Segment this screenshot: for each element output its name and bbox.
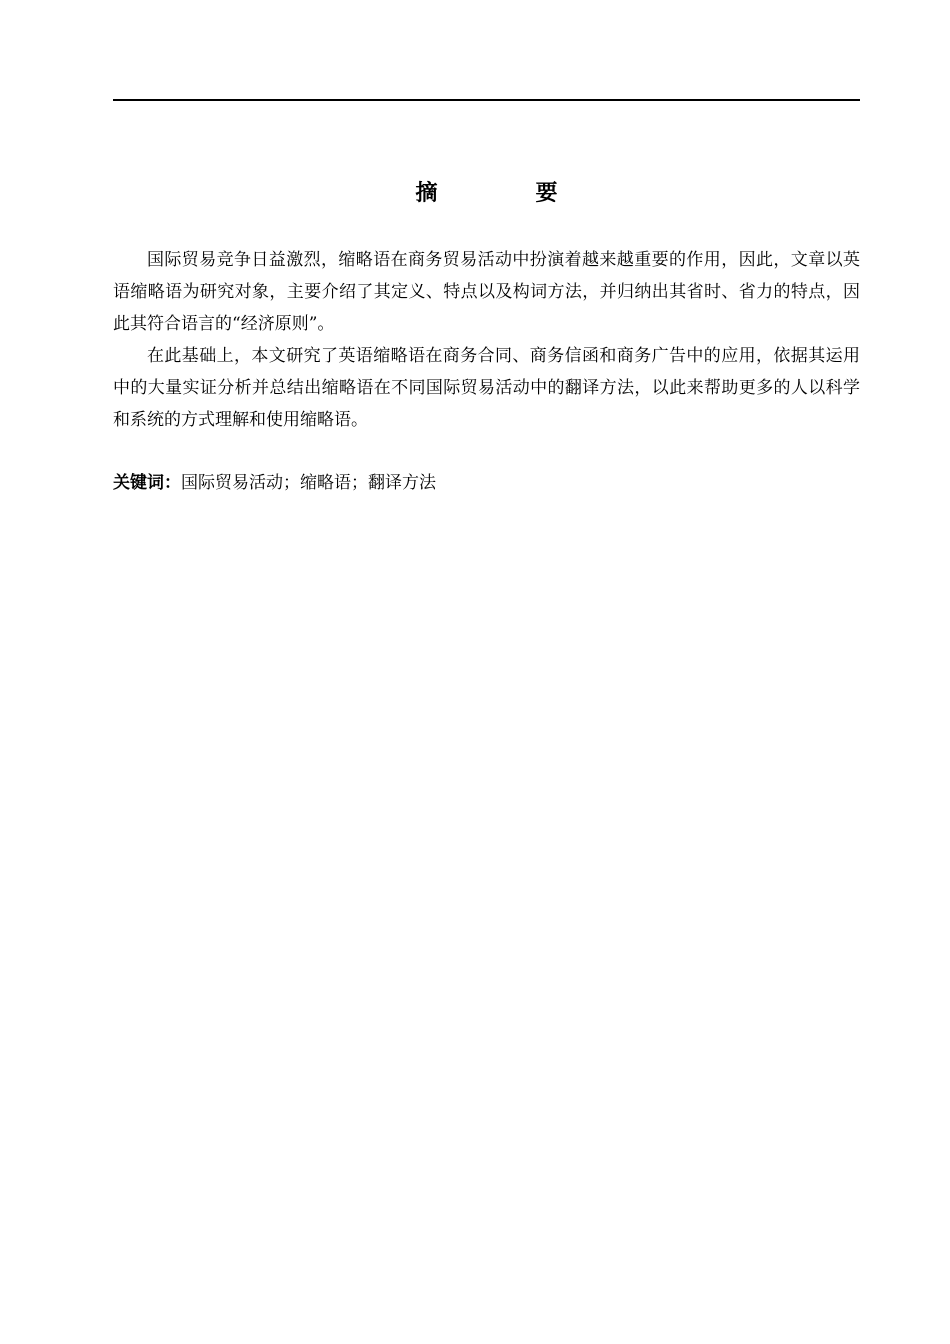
header-rule bbox=[113, 99, 860, 101]
keywords-value: 国际贸易活动；缩略语；翻译方法 bbox=[181, 473, 436, 493]
page-title: 摘 要 bbox=[415, 181, 596, 206]
abstract-body bbox=[113, 244, 860, 436]
keywords-line bbox=[113, 467, 860, 499]
abstract-paragraph-2: 在此基础上，本文研究了英语缩略语在商务合同、商务信函和商务广告中的应用，依据其运用中的大量实证分析并总结出缩略语在不同国际贸易活动中的翻译方法，以此来帮助更多的人以科学和系统的方式理解和使用缩略语。 bbox=[113, 346, 860, 430]
keywords-label: 关键词： bbox=[113, 473, 181, 493]
abstract-paragraph-1: 国际贸易竞争日益激烈，缩略语在商务贸易活动中扮演着越来越重要的作用，因此，文章以英语缩略语为研究对象，主要介绍了其定义、特点以及构词方法，并归纳出其省时、省力的特点，因此其符合语言的“经济原则”。 bbox=[113, 250, 860, 334]
